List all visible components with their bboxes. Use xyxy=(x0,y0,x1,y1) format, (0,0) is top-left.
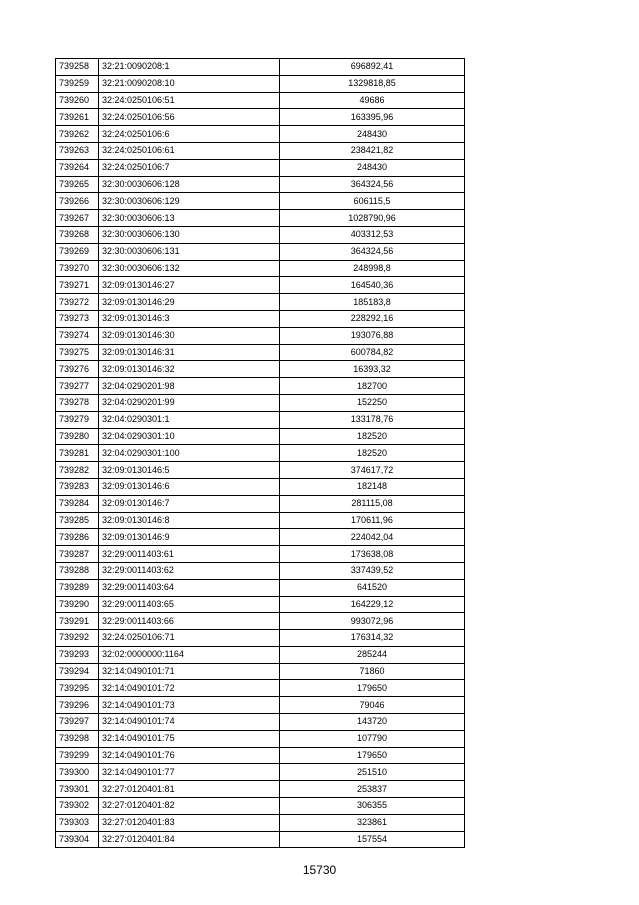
value-cell: 176314,32 xyxy=(280,630,465,647)
row-number-cell: 739280 xyxy=(56,428,99,445)
table-row xyxy=(56,462,465,479)
value-cell: 374617,72 xyxy=(280,462,465,479)
table-row xyxy=(56,277,465,294)
table-row xyxy=(56,193,465,210)
row-number-cell: 739292 xyxy=(56,630,99,647)
row-number-cell: 739294 xyxy=(56,663,99,680)
value-cell: 285244 xyxy=(280,646,465,663)
cadastral-number-cell: 32:09:0130146:9 xyxy=(99,529,280,546)
cadastral-number-cell: 32:24:0250106:71 xyxy=(99,630,280,647)
table-row xyxy=(56,697,465,714)
value-cell: 79046 xyxy=(280,697,465,714)
page-number: 15730 xyxy=(302,863,337,877)
table-row xyxy=(56,445,465,462)
cadastral-number-cell: 32:27:0120401:81 xyxy=(99,781,280,798)
cadastral-number-cell: 32:09:0130146:31 xyxy=(99,344,280,361)
value-cell: 253837 xyxy=(280,781,465,798)
row-number-cell: 739291 xyxy=(56,613,99,630)
table-row xyxy=(56,495,465,512)
value-cell: 1028790,96 xyxy=(280,210,465,227)
value-cell: 179650 xyxy=(280,747,465,764)
value-cell: 182700 xyxy=(280,378,465,395)
row-number-cell: 739298 xyxy=(56,730,99,747)
value-cell: 143720 xyxy=(280,714,465,731)
row-number-cell: 739261 xyxy=(56,109,99,126)
row-number-cell: 739283 xyxy=(56,478,99,495)
table-row xyxy=(56,394,465,411)
cadastral-number-cell: 32:04:0290301:100 xyxy=(99,445,280,462)
cadastral-number-cell: 32:04:0290301:1 xyxy=(99,411,280,428)
row-number-cell: 739263 xyxy=(56,142,99,159)
table-row xyxy=(56,109,465,126)
table-row xyxy=(56,378,465,395)
cadastral-number-cell: 32:09:0130146:3 xyxy=(99,310,280,327)
table-row xyxy=(56,730,465,747)
value-cell: 170611,96 xyxy=(280,512,465,529)
cadastral-number-cell: 32:14:0490101:71 xyxy=(99,663,280,680)
value-cell: 248998,8 xyxy=(280,260,465,277)
cadastral-number-cell: 32:21:0090208:10 xyxy=(99,75,280,92)
row-number-cell: 739273 xyxy=(56,310,99,327)
row-number-cell: 739299 xyxy=(56,747,99,764)
cadastral-number-cell: 32:09:0130146:7 xyxy=(99,495,280,512)
row-number-cell: 739303 xyxy=(56,814,99,831)
value-cell: 157554 xyxy=(280,831,465,848)
row-number-cell: 739290 xyxy=(56,596,99,613)
row-number-cell: 739275 xyxy=(56,344,99,361)
value-cell: 173638,08 xyxy=(280,546,465,563)
row-number-cell: 739277 xyxy=(56,378,99,395)
table-row xyxy=(56,344,465,361)
cadastral-number-cell: 32:04:0290201:99 xyxy=(99,394,280,411)
value-cell: 306355 xyxy=(280,798,465,815)
value-cell: 163395,96 xyxy=(280,109,465,126)
table-row xyxy=(56,159,465,176)
table-row xyxy=(56,361,465,378)
cadastral-number-cell: 32:09:0130146:30 xyxy=(99,327,280,344)
table-row xyxy=(56,764,465,781)
table-row xyxy=(56,92,465,109)
table-row xyxy=(56,781,465,798)
cadastral-number-cell: 32:29:0011403:65 xyxy=(99,596,280,613)
table-row xyxy=(56,814,465,831)
table-row xyxy=(56,243,465,260)
value-cell: 600784,82 xyxy=(280,344,465,361)
row-number-cell: 739281 xyxy=(56,445,99,462)
table-row xyxy=(56,747,465,764)
row-number-cell: 739264 xyxy=(56,159,99,176)
value-cell: 337439,52 xyxy=(280,562,465,579)
cadastral-number-cell: 32:02:0000000:1164 xyxy=(99,646,280,663)
table-row xyxy=(56,596,465,613)
cadastral-number-cell: 32:29:0011403:64 xyxy=(99,579,280,596)
value-cell: 182148 xyxy=(280,478,465,495)
value-cell: 248430 xyxy=(280,126,465,143)
table-row xyxy=(56,411,465,428)
cadastral-number-cell: 32:29:0011403:66 xyxy=(99,613,280,630)
row-number-cell: 739296 xyxy=(56,697,99,714)
cadastral-number-cell: 32:24:0250106:51 xyxy=(99,92,280,109)
value-cell: 403312,53 xyxy=(280,226,465,243)
table-row xyxy=(56,613,465,630)
row-number-cell: 739301 xyxy=(56,781,99,798)
cadastral-number-cell: 32:09:0130146:8 xyxy=(99,512,280,529)
table-row xyxy=(56,546,465,563)
row-number-cell: 739278 xyxy=(56,394,99,411)
value-cell: 193076,88 xyxy=(280,327,465,344)
value-cell: 71860 xyxy=(280,663,465,680)
table-row xyxy=(56,529,465,546)
row-number-cell: 739300 xyxy=(56,764,99,781)
cadastral-number-cell: 32:29:0011403:62 xyxy=(99,562,280,579)
value-cell: 107790 xyxy=(280,730,465,747)
cadastral-number-cell: 32:21:0090208:1 xyxy=(99,59,280,76)
row-number-cell: 739262 xyxy=(56,126,99,143)
row-number-cell: 739279 xyxy=(56,411,99,428)
value-cell: 228292,16 xyxy=(280,310,465,327)
value-cell: 164229,12 xyxy=(280,596,465,613)
row-number-cell: 739297 xyxy=(56,714,99,731)
table-row xyxy=(56,798,465,815)
value-cell: 182520 xyxy=(280,428,465,445)
cadastral-number-cell: 32:29:0011403:61 xyxy=(99,546,280,563)
cadastral-number-cell: 32:30:0030606:129 xyxy=(99,193,280,210)
row-number-cell: 739288 xyxy=(56,562,99,579)
cadastral-number-cell: 32:14:0490101:76 xyxy=(99,747,280,764)
cadastral-number-cell: 32:09:0130146:29 xyxy=(99,294,280,311)
row-number-cell: 739302 xyxy=(56,798,99,815)
value-cell: 182520 xyxy=(280,445,465,462)
value-cell: 364324,56 xyxy=(280,243,465,260)
value-cell: 641520 xyxy=(280,579,465,596)
value-cell: 606115,5 xyxy=(280,193,465,210)
value-cell: 696892,41 xyxy=(280,59,465,76)
row-number-cell: 739295 xyxy=(56,680,99,697)
row-number-cell: 739284 xyxy=(56,495,99,512)
row-number-cell: 739285 xyxy=(56,512,99,529)
cadastral-number-cell: 32:30:0030606:130 xyxy=(99,226,280,243)
row-number-cell: 739269 xyxy=(56,243,99,260)
row-number-cell: 739274 xyxy=(56,327,99,344)
cadastral-number-cell: 32:27:0120401:82 xyxy=(99,798,280,815)
table-body xyxy=(56,59,465,848)
cadastral-number-cell: 32:24:0250106:56 xyxy=(99,109,280,126)
value-cell: 248430 xyxy=(280,159,465,176)
cadastral-number-cell: 32:27:0120401:84 xyxy=(99,831,280,848)
row-number-cell: 739289 xyxy=(56,579,99,596)
row-number-cell: 739267 xyxy=(56,210,99,227)
cadastral-number-cell: 32:09:0130146:6 xyxy=(99,478,280,495)
table-row xyxy=(56,663,465,680)
table-row xyxy=(56,226,465,243)
value-cell: 364324,56 xyxy=(280,176,465,193)
row-number-cell: 739272 xyxy=(56,294,99,311)
table-row xyxy=(56,714,465,731)
cadastral-number-cell: 32:14:0490101:74 xyxy=(99,714,280,731)
row-number-cell: 739286 xyxy=(56,529,99,546)
table-row xyxy=(56,310,465,327)
table-row xyxy=(56,428,465,445)
cadastral-number-cell: 32:09:0130146:32 xyxy=(99,361,280,378)
cadastral-number-cell: 32:09:0130146:5 xyxy=(99,462,280,479)
cadastral-number-cell: 32:04:0290301:10 xyxy=(99,428,280,445)
row-number-cell: 739304 xyxy=(56,831,99,848)
value-cell: 281115,08 xyxy=(280,495,465,512)
cadastral-number-cell: 32:09:0130146:27 xyxy=(99,277,280,294)
value-cell: 164540,36 xyxy=(280,277,465,294)
value-cell: 16393,32 xyxy=(280,361,465,378)
cadastral-number-cell: 32:30:0030606:132 xyxy=(99,260,280,277)
table-row xyxy=(56,579,465,596)
row-number-cell: 739276 xyxy=(56,361,99,378)
row-number-cell: 739271 xyxy=(56,277,99,294)
data-table xyxy=(55,58,465,848)
cadastral-number-cell: 32:30:0030606:13 xyxy=(99,210,280,227)
table-row xyxy=(56,646,465,663)
table-row xyxy=(56,680,465,697)
table-row xyxy=(56,59,465,76)
table-row xyxy=(56,562,465,579)
row-number-cell: 739258 xyxy=(56,59,99,76)
value-cell: 993072,96 xyxy=(280,613,465,630)
cadastral-number-cell: 32:14:0490101:75 xyxy=(99,730,280,747)
cadastral-number-cell: 32:14:0490101:72 xyxy=(99,680,280,697)
value-cell: 224042,04 xyxy=(280,529,465,546)
value-cell: 1329818,85 xyxy=(280,75,465,92)
cadastral-number-cell: 32:14:0490101:73 xyxy=(99,697,280,714)
row-number-cell: 739266 xyxy=(56,193,99,210)
value-cell: 179650 xyxy=(280,680,465,697)
value-cell: 251510 xyxy=(280,764,465,781)
cadastral-number-cell: 32:30:0030606:128 xyxy=(99,176,280,193)
table-row xyxy=(56,210,465,227)
table-row xyxy=(56,478,465,495)
value-cell: 152250 xyxy=(280,394,465,411)
row-number-cell: 739268 xyxy=(56,226,99,243)
table-row xyxy=(56,831,465,848)
value-cell: 323861 xyxy=(280,814,465,831)
row-number-cell: 739282 xyxy=(56,462,99,479)
cadastral-number-cell: 32:30:0030606:131 xyxy=(99,243,280,260)
table-row xyxy=(56,294,465,311)
cadastral-number-cell: 32:27:0120401:83 xyxy=(99,814,280,831)
table-row xyxy=(56,126,465,143)
cadastral-number-cell: 32:14:0490101:77 xyxy=(99,764,280,781)
cadastral-number-cell: 32:24:0250106:61 xyxy=(99,142,280,159)
table-row xyxy=(56,512,465,529)
row-number-cell: 739270 xyxy=(56,260,99,277)
cadastral-number-cell: 32:04:0290201:98 xyxy=(99,378,280,395)
table-row xyxy=(56,176,465,193)
value-cell: 185183,8 xyxy=(280,294,465,311)
table-row xyxy=(56,630,465,647)
table-row xyxy=(56,75,465,92)
value-cell: 238421,82 xyxy=(280,142,465,159)
row-number-cell: 739259 xyxy=(56,75,99,92)
row-number-cell: 739287 xyxy=(56,546,99,563)
value-cell: 133178,76 xyxy=(280,411,465,428)
row-number-cell: 739293 xyxy=(56,646,99,663)
cadastral-number-cell: 32:24:0250106:6 xyxy=(99,126,280,143)
cadastral-number-cell: 32:24:0250106:7 xyxy=(99,159,280,176)
row-number-cell: 739265 xyxy=(56,176,99,193)
value-cell: 49686 xyxy=(280,92,465,109)
row-number-cell: 739260 xyxy=(56,92,99,109)
table-row xyxy=(56,142,465,159)
table-row xyxy=(56,260,465,277)
table-row xyxy=(56,327,465,344)
